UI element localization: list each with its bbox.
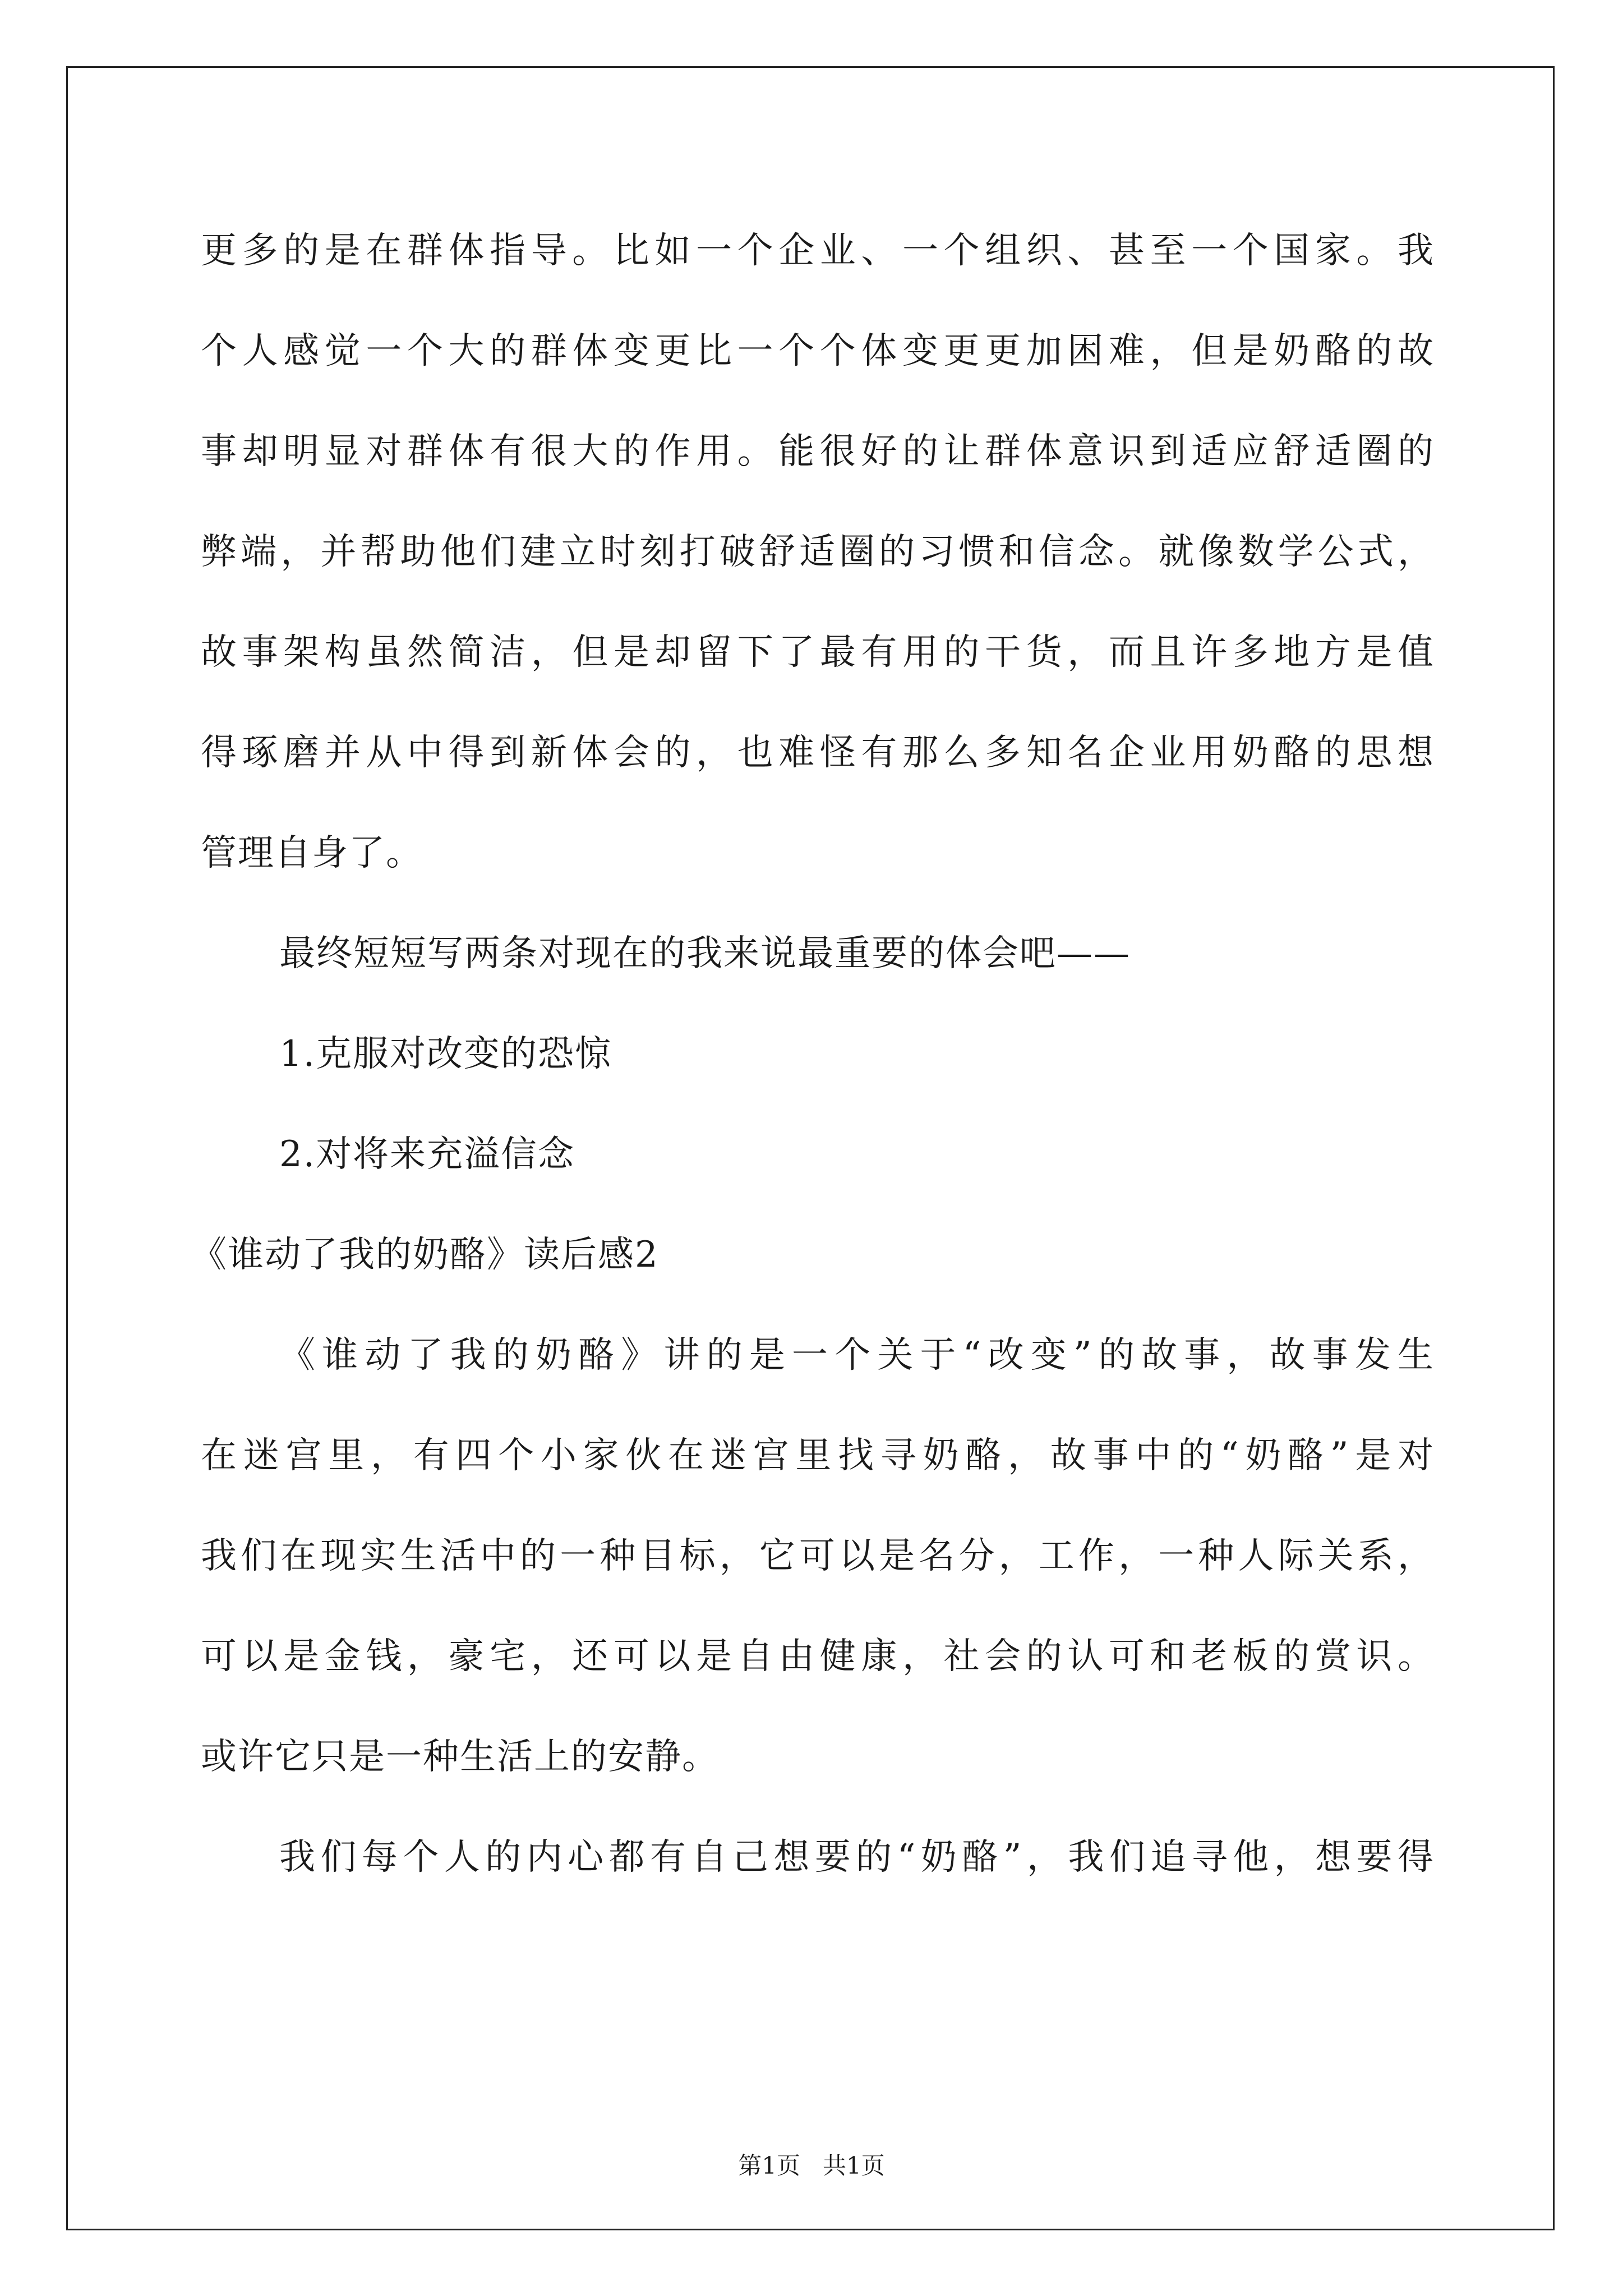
body-text-line: 《谁动了我的奶酪》讲的是一个关于“改变”的故事，故事发生 (279, 1335, 1435, 1376)
body-text-line: 可以是金钱，豪宅，还可以是自由健康，社会的认可和老板的赏识。 (201, 1636, 1435, 1677)
body-text-line: 我们在现实生活中的一种目标，它可以是名分，工作，一种人际关系， (201, 1535, 1435, 1577)
body-text-line: 得琢磨并从中得到新体会的，也难怪有那么多知名企业用奶酪的思想 (201, 732, 1435, 774)
body-text-line: 弊端，并帮助他们建立时刻打破舒适圈的习惯和信念。就像数学公式， (201, 531, 1435, 573)
list-item: 2.对将来充溢信念 (279, 1134, 575, 1175)
body-text-line: 更多的是在群体指导。比如一个企业、一个组织、甚至一个国家。我 (201, 230, 1435, 272)
body-text-line: 管理自身了。 (201, 832, 423, 874)
section-heading: 《谁动了我的奶酪》读后感2 (191, 1234, 659, 1276)
body-text-line: 事却明显对群体有很大的作用。能很好的让群体意识到适应舒适圈的 (201, 431, 1435, 472)
body-text-line: 在迷宫里，有四个小家伙在迷宫里找寻奶酪，故事中的“奶酪”是对 (201, 1435, 1435, 1476)
body-text-line: 个人感觉一个大的群体变更比一个个体变更更加困难，但是奶酪的故 (201, 330, 1435, 372)
page-footer: 第1页 共1页 (738, 2152, 885, 2179)
body-text-line: 我们每个人的内心都有自己想要的“奶酪”，我们追寻他，想要得 (279, 1837, 1435, 1878)
body-text-line: 或许它只是一种生活上的安静。 (201, 1736, 719, 1778)
intro-line: 最终短短写两条对现在的我来说最重要的体会吧—— (279, 933, 1131, 974)
list-item: 1.克服对改变的恐惊 (279, 1033, 612, 1075)
body-text-line: 故事架构虽然简洁，但是却留下了最有用的干货，而且许多地方是值 (201, 632, 1435, 673)
